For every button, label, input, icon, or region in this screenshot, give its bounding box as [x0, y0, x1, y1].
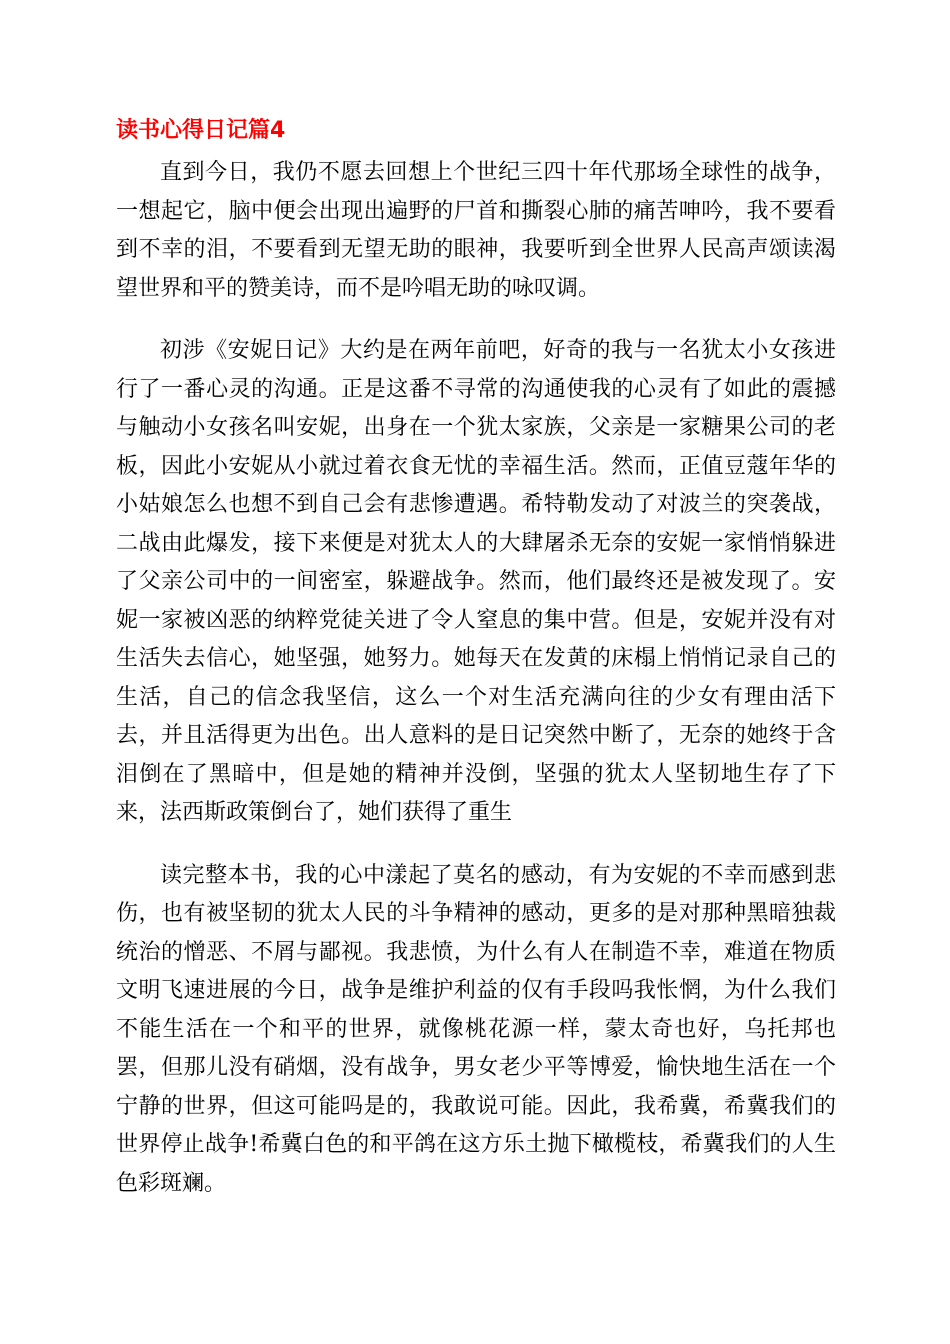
paragraph-3: 读完整本书，我的心中漾起了莫名的感动，有为安妮的不幸而感到悲伤，也有被坚韧的犹太人民的斗争精神的感动，更多的是对那种黑暗独裁统治的憎恶、不屑与鄙视。我悲愤，为什么有人在制造不幸，难道在物质文明飞速进展的今日，战争是维护利益的仅有手段吗我怅惘，为什么我们不能生活在一个和平的世界，就像桃花源一样，蒙太奇也好，乌托邦也罢，但那儿没有硝烟，没有战争，男女老少平等博爱，愉快地生活在一个宁静的世界，但这可能吗是的，我敢说可能。因此，我希冀，希冀我们的世界停止战争!希冀白色的和平鸽在这方乐土抛下橄榄枝，希冀我们的人生色彩斑斓。 — [116, 862, 836, 1196]
document-body — [116, 114, 836, 1227]
paragraph-1: 直到今日，我仍不愿去回想上个世纪三四十年代那场全球性的战争，一想起它，脑中便会出现出遍野的尸首和撕裂心肺的痛苦呻吟，我不要看到不幸的泪，不要看到无望无助的眼神，我要听到全世界人民高声颂读渴望世界和平的赞美诗，而不是吟唱无助的咏叹调。 — [116, 160, 836, 301]
paragraph-2: 初涉《安妮日记》大约是在两年前吧，好奇的我与一名犹太小女孩进行了一番心灵的沟通。正是这番不寻常的沟通使我的心灵有了如此的震撼与触动小女孩名叫安妮，出身在一个犹太家族，父亲是一家糖果公司的老板，因此小安妮从小就过着衣食无忧的幸福生活。然而，正值豆蔻年华的小姑娘怎么也想不到自己会有悲惨遭遇。希特勒发动了对波兰的突袭战，二战由此爆发，接下来便是对犹太人的大肆屠杀无奈的安妮一家悄悄躲进了父亲公司中的一间密室，躲避战争。然而，他们最终还是被发现了。安妮一家被凶恶的纳粹党徒关进了令人窒息的集中营。但是，安妮并没有对生活失去信心，她坚强，她努力。她每天在发黄的床榻上悄悄记录自己的生活，自己的信念我坚信，这么一个对生活充满向往的少女有理由活下去，并且活得更为出色。出人意料的是日记突然中断了，无奈的她终于含泪倒在了黑暗中，但是她的精神并没倒，坚强的犹太人坚韧地生存了下来，法西斯政策倒台了，她们获得了重生 — [116, 338, 836, 825]
document-title: 读书心得日记篇4 — [116, 118, 286, 143]
